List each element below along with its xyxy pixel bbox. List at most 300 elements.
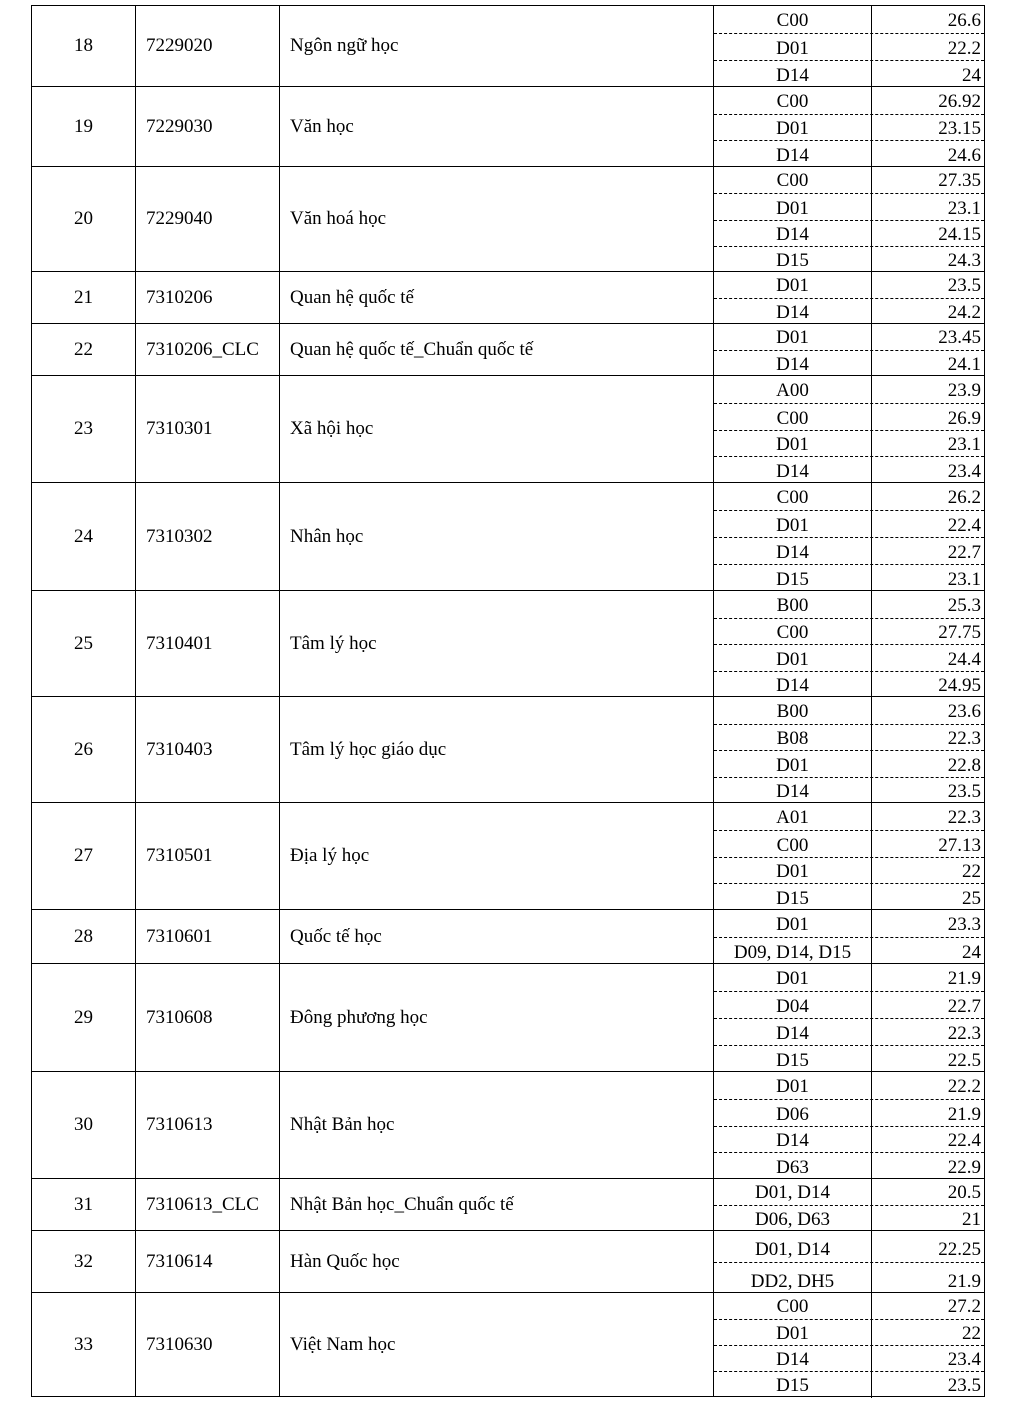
- major-name: Tâm lý học: [290, 632, 377, 654]
- subject-block: D14: [776, 675, 809, 696]
- admission-score: 22.25: [938, 1239, 981, 1260]
- admission-score: 27.35: [938, 170, 981, 192]
- table-row: [31, 323, 985, 375]
- score-cell: [871, 672, 984, 699]
- subject-score-row: [714, 910, 984, 937]
- subject-block-cell: [714, 115, 872, 142]
- subject-block-cell: [714, 324, 872, 350]
- admission-score: 23.6: [947, 700, 981, 722]
- subject-block: D01, D14: [755, 1239, 830, 1260]
- score-cell: [871, 1320, 984, 1346]
- major-name-cell: [279, 1071, 713, 1178]
- table-row: [31, 482, 985, 590]
- score-cell: [871, 803, 984, 830]
- row-number-cell: [31, 375, 135, 482]
- score-cell: [871, 591, 984, 618]
- subject-block-cell: [714, 1127, 872, 1154]
- subject-block: D01: [776, 1075, 809, 1097]
- subject-block: D14: [776, 223, 809, 245]
- score-cell: [871, 1072, 984, 1099]
- row-number: 27: [74, 845, 93, 866]
- subject-block-cell: [714, 697, 872, 724]
- row-number: 29: [74, 1006, 93, 1028]
- major-name: Nhật Bản học: [290, 1114, 395, 1135]
- subject-block-cell: [714, 619, 872, 646]
- subject-scores-cell: [713, 86, 985, 166]
- admission-score: 23.1: [947, 197, 981, 219]
- subject-score-row: [714, 777, 984, 805]
- admission-score: 24.4: [947, 648, 981, 670]
- score-cell: [871, 938, 984, 965]
- major-name-cell: [279, 909, 713, 963]
- score-cell: [871, 483, 984, 510]
- subject-score-row: [714, 1293, 984, 1319]
- subject-score-row: [714, 724, 984, 752]
- subject-score-row: [714, 1072, 984, 1099]
- score-cell: [871, 619, 984, 646]
- subject-block: A00: [776, 379, 809, 401]
- subject-block-cell: [714, 457, 872, 484]
- major-name-cell: [279, 1230, 713, 1292]
- major-code: 7310206: [146, 286, 213, 308]
- major-name-cell: [279, 375, 713, 482]
- subject-score-row: [714, 114, 984, 142]
- subject-block-cell: [714, 1019, 872, 1046]
- admission-score: 22: [962, 1323, 981, 1344]
- subject-block: C00: [776, 487, 809, 508]
- score-cell: [871, 221, 984, 247]
- table-row: [31, 86, 985, 166]
- admission-score: 22.8: [947, 754, 981, 776]
- subject-block-cell: [714, 61, 872, 88]
- admission-score: 23.3: [947, 914, 981, 935]
- subject-block: D14: [776, 1349, 809, 1370]
- admission-score: 24.3: [947, 250, 981, 271]
- subject-scores-cell: [713, 590, 985, 696]
- score-cell: [871, 1153, 984, 1180]
- admission-score: 26.2: [947, 487, 981, 508]
- subject-block-cell: [714, 938, 872, 965]
- subject-score-row: [714, 1231, 984, 1262]
- major-name: Quan hệ quốc tế_Chuẩn quốc tế: [290, 338, 534, 360]
- admission-score: 25.3: [947, 594, 981, 616]
- subject-score-row: [714, 564, 984, 592]
- subject-score-row: [714, 1018, 984, 1046]
- subject-block: D14: [776, 781, 809, 802]
- table-row: [31, 909, 985, 963]
- subject-score-row: [714, 537, 984, 565]
- score-cell: [871, 645, 984, 672]
- row-number: 31: [74, 1193, 93, 1215]
- admission-score: 27.2: [947, 1296, 981, 1317]
- subject-block-cell: [714, 858, 872, 885]
- subject-score-row: [714, 803, 984, 830]
- row-number-cell: [31, 963, 135, 1071]
- table-row: [31, 802, 985, 909]
- major-code-cell: [135, 482, 279, 590]
- subject-block-cell: [714, 964, 872, 991]
- subject-block: D14: [776, 461, 809, 482]
- major-code-cell: [135, 323, 279, 375]
- admission-score: 27.75: [938, 622, 981, 643]
- admission-score: 22.7: [947, 542, 981, 563]
- subject-scores-cell: [713, 909, 985, 963]
- subject-score-row: [714, 456, 984, 484]
- major-name-cell: [279, 323, 713, 375]
- score-cell: [871, 34, 984, 61]
- subject-score-row: [714, 1179, 984, 1205]
- subject-score-row: [714, 697, 984, 724]
- row-number: 23: [74, 418, 93, 439]
- admission-score: 22: [962, 861, 981, 883]
- major-name: Văn học: [290, 115, 354, 137]
- admission-score: 23.5: [947, 275, 981, 296]
- subject-score-row: [714, 591, 984, 618]
- subject-score-row: [714, 964, 984, 991]
- subject-block-cell: [714, 6, 872, 33]
- subject-score-row: [714, 1126, 984, 1154]
- score-cell: [871, 751, 984, 778]
- major-code: 7310608: [146, 1006, 213, 1028]
- admission-score: 20.5: [947, 1182, 981, 1203]
- admission-score: 26.6: [947, 10, 981, 31]
- subject-block-cell: [714, 272, 872, 298]
- subject-score-row: [714, 618, 984, 646]
- admission-score: 27.13: [938, 834, 981, 856]
- subject-block-cell: [714, 483, 872, 510]
- subject-block: D01: [776, 434, 809, 456]
- score-cell: [871, 324, 984, 350]
- major-name: Nhật Bản học_Chuẩn quốc tế: [290, 1193, 514, 1215]
- subject-block-cell: [714, 645, 872, 672]
- subject-block: D14: [776, 144, 809, 166]
- row-number: 19: [74, 115, 93, 137]
- major-code: 7310302: [146, 525, 213, 547]
- subject-block-cell: [714, 141, 872, 168]
- major-name: Ngôn ngữ học: [290, 35, 399, 56]
- subject-block: D15: [776, 1375, 809, 1396]
- row-number-cell: [31, 696, 135, 802]
- admission-score: 23.15: [938, 118, 981, 140]
- subject-block: C00: [776, 90, 809, 112]
- subject-score-row: [714, 403, 984, 431]
- row-number: 20: [74, 208, 93, 229]
- score-cell: [871, 167, 984, 193]
- subject-block-cell: [714, 404, 872, 431]
- major-code-cell: [135, 963, 279, 1071]
- subject-block-cell: [714, 299, 872, 325]
- score-cell: [871, 831, 984, 858]
- row-number: 24: [74, 525, 93, 547]
- admission-score: 22.2: [947, 1075, 981, 1097]
- subject-score-row: [714, 376, 984, 403]
- admission-score: 24.15: [938, 223, 981, 245]
- subject-block: D06: [776, 1103, 809, 1125]
- score-cell: [871, 6, 984, 33]
- row-number: 30: [74, 1114, 93, 1135]
- subject-block-cell: [714, 1179, 872, 1205]
- major-code-cell: [135, 802, 279, 909]
- subject-block-cell: [714, 1206, 872, 1232]
- admission-score: 22.3: [947, 1023, 981, 1044]
- row-number: 22: [74, 338, 93, 360]
- table-row: [31, 271, 985, 323]
- admission-score: 23.5: [947, 781, 981, 802]
- table-row: [31, 963, 985, 1071]
- subject-block-cell: [714, 672, 872, 699]
- table-row: [31, 166, 985, 271]
- table-row: [31, 1292, 985, 1396]
- subject-score-row: [714, 1152, 984, 1180]
- admission-score: 26.92: [938, 90, 981, 112]
- subject-block-cell: [714, 884, 872, 911]
- subject-block: D01: [776, 1323, 809, 1344]
- subject-block: C00: [776, 10, 809, 31]
- subject-block-cell: [714, 1346, 872, 1372]
- subject-score-row: [714, 60, 984, 88]
- score-cell: [871, 858, 984, 885]
- subject-block: D01: [776, 327, 809, 348]
- subject-block-cell: [714, 1046, 872, 1073]
- row-number-cell: [31, 5, 135, 86]
- major-name-cell: [279, 696, 713, 802]
- score-cell: [871, 992, 984, 1019]
- subject-block: D15: [776, 250, 809, 271]
- subject-block: C00: [776, 407, 809, 429]
- score-cell: [871, 299, 984, 325]
- subject-score-row: [714, 350, 984, 377]
- subject-score-row: [714, 750, 984, 778]
- score-cell: [871, 1346, 984, 1372]
- table-row: [31, 696, 985, 802]
- subject-score-row: [714, 830, 984, 858]
- subject-block-cell: [714, 1372, 872, 1398]
- subject-score-row: [714, 937, 984, 965]
- subject-block: B00: [776, 700, 809, 722]
- admission-score: 24: [962, 942, 981, 963]
- major-code: 7229030: [146, 115, 213, 137]
- score-cell: [871, 1046, 984, 1073]
- admission-score: 23.5: [947, 1375, 981, 1396]
- subject-block: D01: [776, 38, 809, 59]
- subject-score-row: [714, 883, 984, 911]
- score-cell: [871, 351, 984, 377]
- major-code-cell: [135, 86, 279, 166]
- score-cell: [871, 778, 984, 805]
- subject-block: B00: [776, 594, 809, 616]
- admission-score: 23.45: [938, 327, 981, 348]
- subject-block: D01: [776, 197, 809, 219]
- subject-score-row: [714, 1099, 984, 1127]
- admission-score: 24.2: [947, 302, 981, 323]
- major-code-cell: [135, 5, 279, 86]
- subject-score-row: [714, 1319, 984, 1346]
- admission-score: 24.1: [947, 354, 981, 375]
- subject-block: DD2, DH5: [750, 1271, 835, 1292]
- major-code-cell: [135, 1178, 279, 1230]
- table-row: [31, 1230, 985, 1292]
- admission-score: 22.9: [947, 1157, 981, 1178]
- major-code-cell: [135, 590, 279, 696]
- score-cell: [871, 1179, 984, 1205]
- subject-score-row: [714, 6, 984, 33]
- subject-block: D01: [776, 275, 809, 296]
- subject-block-cell: [714, 1072, 872, 1099]
- row-number-cell: [31, 323, 135, 375]
- subject-score-row: [714, 510, 984, 538]
- score-cell: [871, 697, 984, 724]
- major-code-cell: [135, 696, 279, 802]
- subject-block-cell: [714, 751, 872, 778]
- subject-block-cell: [714, 1320, 872, 1346]
- subject-block-cell: [714, 351, 872, 377]
- subject-scores-cell: [713, 1178, 985, 1230]
- subject-score-row: [714, 1045, 984, 1073]
- subject-block: D01: [776, 648, 809, 670]
- subject-block: D01: [776, 861, 809, 883]
- row-number-cell: [31, 271, 135, 323]
- row-number: 33: [74, 1333, 93, 1355]
- subject-score-row: [714, 991, 984, 1019]
- subject-score-row: [714, 220, 984, 247]
- major-code: 7310614: [146, 1250, 213, 1272]
- subject-block-cell: [714, 376, 872, 403]
- subject-block-cell: [714, 247, 872, 273]
- score-cell: [871, 884, 984, 911]
- subject-score-row: [714, 644, 984, 672]
- admission-score: 24.95: [938, 675, 981, 696]
- row-number-cell: [31, 1292, 135, 1396]
- subject-score-row: [714, 1345, 984, 1372]
- row-number-cell: [31, 1230, 135, 1292]
- subject-block-cell: [714, 1231, 872, 1262]
- subject-score-row: [714, 1205, 984, 1232]
- row-number-cell: [31, 909, 135, 963]
- subject-block: D01: [776, 118, 809, 140]
- table-row: [31, 1178, 985, 1230]
- subject-block-cell: [714, 221, 872, 247]
- score-cell: [871, 194, 984, 220]
- major-name-cell: [279, 482, 713, 590]
- subject-block: C00: [776, 622, 809, 643]
- major-code-cell: [135, 166, 279, 271]
- row-number-cell: [31, 590, 135, 696]
- major-name: Việt Nam học: [290, 1333, 396, 1355]
- score-cell: [871, 376, 984, 403]
- subject-scores-cell: [713, 323, 985, 375]
- row-number: 21: [74, 286, 93, 308]
- row-number-cell: [31, 482, 135, 590]
- admission-score: 22.4: [947, 1130, 981, 1152]
- major-name: Hàn Quốc học: [290, 1250, 400, 1272]
- subject-score-row: [714, 246, 984, 273]
- row-number-cell: [31, 86, 135, 166]
- subject-scores-cell: [713, 696, 985, 802]
- major-code-cell: [135, 909, 279, 963]
- major-name: Văn hoá học: [290, 208, 387, 229]
- subject-scores-cell: [713, 1292, 985, 1396]
- subject-block: D14: [776, 1130, 809, 1152]
- subject-block: B08: [776, 728, 809, 749]
- major-name: Xã hội học: [290, 418, 374, 439]
- major-name: Đông phương học: [290, 1006, 428, 1028]
- score-cell: [871, 404, 984, 431]
- subject-scores-cell: [713, 1071, 985, 1178]
- subject-block: D01: [776, 754, 809, 776]
- major-name-cell: [279, 166, 713, 271]
- subject-scores-cell: [713, 166, 985, 271]
- major-code: 7229040: [146, 208, 213, 229]
- subject-block-cell: [714, 565, 872, 592]
- row-number: 25: [74, 632, 93, 654]
- subject-block-cell: [714, 992, 872, 1019]
- major-code: 7310301: [146, 418, 213, 439]
- major-name: Quan hệ quốc tế: [290, 286, 414, 308]
- score-cell: [871, 1231, 984, 1262]
- admission-score: 21: [962, 1209, 981, 1230]
- major-code-cell: [135, 375, 279, 482]
- admission-score: 21.9: [947, 968, 981, 989]
- score-cell: [871, 115, 984, 142]
- subject-score-row: [714, 671, 984, 699]
- subject-scores-cell: [713, 963, 985, 1071]
- admission-score: 26.9: [947, 407, 981, 429]
- admission-score: 23.1: [947, 434, 981, 456]
- subject-block: D14: [776, 354, 809, 375]
- score-cell: [871, 565, 984, 592]
- table-row: [31, 1071, 985, 1178]
- row-number-cell: [31, 166, 135, 271]
- score-cell: [871, 1372, 984, 1398]
- major-name-cell: [279, 1178, 713, 1230]
- subject-block: D09, D14, D15: [733, 942, 852, 963]
- score-cell: [871, 272, 984, 298]
- major-code: 7310206_CLC: [146, 338, 259, 360]
- admission-score: 22.2: [947, 38, 981, 59]
- score-cell: [871, 725, 984, 752]
- subject-scores-cell: [713, 271, 985, 323]
- subject-block-cell: [714, 167, 872, 193]
- subject-score-row: [714, 272, 984, 298]
- subject-block: D01, D14: [755, 1182, 830, 1203]
- score-cell: [871, 87, 984, 114]
- subject-block-cell: [714, 1153, 872, 1180]
- major-name-cell: [279, 5, 713, 86]
- row-number: 26: [74, 738, 93, 760]
- major-code: 7310630: [146, 1333, 213, 1355]
- score-cell: [871, 431, 984, 458]
- row-number-cell: [31, 1071, 135, 1178]
- admission-score: 22.4: [947, 515, 981, 536]
- subject-score-row: [714, 33, 984, 61]
- major-name: Nhân học: [290, 525, 364, 547]
- score-cell: [871, 1263, 984, 1294]
- subject-block: C00: [776, 1296, 809, 1317]
- subject-score-row: [714, 140, 984, 168]
- major-code-cell: [135, 1071, 279, 1178]
- subject-block-cell: [714, 194, 872, 220]
- row-number: 32: [74, 1250, 93, 1272]
- score-cell: [871, 1100, 984, 1127]
- admission-score: 21.9: [947, 1271, 981, 1292]
- admission-score: 23.4: [947, 461, 981, 482]
- subject-block: C00: [776, 170, 809, 192]
- subject-block: D14: [776, 542, 809, 563]
- score-cell: [871, 1019, 984, 1046]
- subject-score-row: [714, 1262, 984, 1294]
- subject-block: D14: [776, 65, 809, 86]
- admission-score: 21.9: [947, 1103, 981, 1125]
